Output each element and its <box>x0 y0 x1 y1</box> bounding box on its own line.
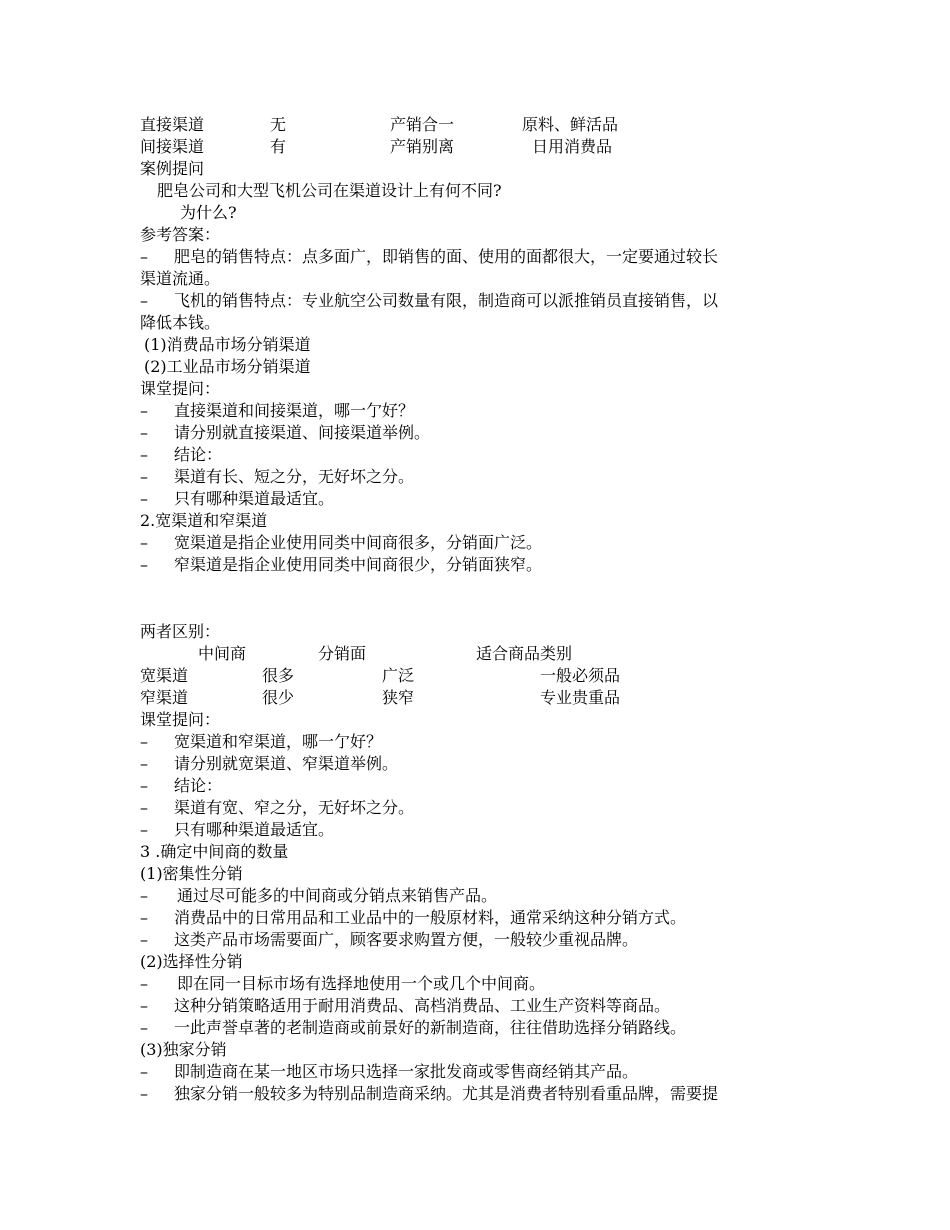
bullet-dash: – <box>140 467 148 486</box>
list-item-text: 这类产品市场需要面广，顾客要求购置方便，一般较少重视品牌。 <box>174 930 639 949</box>
answer-text: 肥皂的销售特点：点多面广，即销售的面、使用的面都很大，一定要通过较长 <box>174 247 719 266</box>
bullet-dash: – <box>140 732 148 751</box>
bullet-dash: – <box>140 996 148 1015</box>
bullet-dash: – <box>140 401 148 420</box>
production-sales-mode: 产销合一 <box>390 115 455 134</box>
bullet-dash: – <box>140 1062 148 1081</box>
list-item-text: 独家分销一般较多为特别品制造商采纳。尤其是消费者特别看重品牌，需要提 <box>174 1084 719 1103</box>
bullet-dash: – <box>140 247 148 266</box>
goods-category: 一般必须品 <box>540 666 621 685</box>
suitable-goods: 日用消费品 <box>532 137 613 156</box>
bullet-dash: – <box>140 798 148 817</box>
coverage: 广泛 <box>382 666 415 685</box>
subsection-heading: (3)独家分销 <box>140 1040 227 1059</box>
section-heading: 3 .确定中间商的数量 <box>140 842 289 861</box>
bullet-dash: – <box>140 445 148 464</box>
coverage: 狭窄 <box>382 688 415 707</box>
list-item-text: 即制造商在某一地区市场只选择一家批发商或零售商经销其产品。 <box>174 1062 639 1081</box>
answer-continuation: 渠道流通。 <box>140 269 221 288</box>
list-item-text: 渠道有长、短之分，无好坏之分。 <box>174 467 415 486</box>
list-item-text: 只有哪种渠道最适宜。 <box>174 820 335 839</box>
bullet-dash: – <box>140 820 148 839</box>
difference-heading: 两者区别： <box>140 622 221 641</box>
bullet-dash: – <box>140 1018 148 1037</box>
bullet-dash: – <box>140 533 148 552</box>
case-question-why: 为什么? <box>180 203 237 222</box>
goods-category: 专业贵重品 <box>540 688 621 707</box>
bullet-dash: – <box>140 489 148 508</box>
suitable-goods: 原料、鲜活品 <box>522 115 619 134</box>
answer-heading: 参考答案： <box>140 225 221 244</box>
answer-text: 飞机的销售特点：专业航空公司数量有限，制造商可以派推销员直接销售，以 <box>174 291 719 310</box>
industrial-market-heading: (2)工业品市场分销渠道 <box>144 357 311 376</box>
bullet-dash: – <box>140 423 148 442</box>
production-sales-mode: 产销别离 <box>390 137 455 156</box>
list-item-text: 请分别就直接渠道、间接渠道举例。 <box>174 423 431 442</box>
column-header: 中间商 <box>198 644 247 663</box>
list-item-text: 请分别就宽渠道、窄渠道举例。 <box>174 754 399 773</box>
class-question-heading: 课堂提问： <box>140 710 221 729</box>
subsection-heading: (2)选择性分销 <box>140 952 243 971</box>
bullet-dash: – <box>140 908 148 927</box>
column-header: 分销面 <box>318 644 367 663</box>
bullet-dash: – <box>140 930 148 949</box>
channel-type: 宽渠道 <box>140 666 189 685</box>
case-question: 肥皂公司和大型飞机公司在渠道设计上有何不同? <box>157 181 502 200</box>
list-item-text: 一此声誉卓著的老制造商或前景好的新制造商，往往借助选择分销路线。 <box>174 1018 687 1037</box>
bullet-dash: – <box>140 754 148 773</box>
list-item-text: 直接渠道和间接渠道，哪一亇好？ <box>174 401 415 420</box>
list-item-text: 只有哪种渠道最适宜。 <box>174 489 335 508</box>
column-header: 适合商品类别 <box>476 644 573 663</box>
case-question-heading: 案例提问 <box>140 159 205 178</box>
list-item-text: 渠道有宽、窄之分，无好坏之分。 <box>174 798 415 817</box>
list-item-text: 即在同一目标市场有选择地使用一个或几个中间商。 <box>177 974 546 993</box>
bullet-dash: – <box>140 974 148 993</box>
list-item-text: 通过尽可能多的中间商或分销点来销售产品。 <box>177 886 498 905</box>
intermediary-count: 很少 <box>262 688 295 707</box>
consumer-market-heading: (1)消费品市场分销渠道 <box>144 335 311 354</box>
channel-type: 窄渠道 <box>140 688 189 707</box>
list-item-text: 消费品中的日常用品和工业品中的一般原材料，通常采纳这种分销方式。 <box>174 908 687 927</box>
intermediary-flag: 无 <box>270 115 287 134</box>
channel-type: 直接渠道 <box>140 115 205 134</box>
answer-continuation: 降低本钱。 <box>140 313 221 332</box>
class-question-heading: 课堂提问： <box>140 379 221 398</box>
intermediary-flag: 有 <box>270 137 287 156</box>
list-item-text: 结论： <box>174 776 223 795</box>
bullet-dash: – <box>140 291 148 310</box>
subsection-heading: (1)密集性分销 <box>140 864 243 883</box>
list-item-text: 结论： <box>174 445 223 464</box>
channel-type: 间接渠道 <box>140 137 205 156</box>
list-item-text: 宽渠道是指企业使用同类中间商很多，分销面广泛。 <box>174 533 543 552</box>
section-heading: 2.宽渠道和窄渠道 <box>140 511 268 530</box>
bullet-dash: – <box>140 555 148 574</box>
list-item-text: 这种分销策略适用于耐用消费品、高档消费品、工业生产资料等商品。 <box>174 996 671 1015</box>
list-item-text: 宽渠道和窄渠道，哪一亇好？ <box>174 732 383 751</box>
intermediary-count: 很多 <box>262 666 295 685</box>
list-item-text: 窄渠道是指企业使用同类中间商很少，分销面狭窄。 <box>174 555 543 574</box>
bullet-dash: – <box>140 776 148 795</box>
bullet-dash: – <box>140 1084 148 1103</box>
bullet-dash: – <box>140 886 148 905</box>
